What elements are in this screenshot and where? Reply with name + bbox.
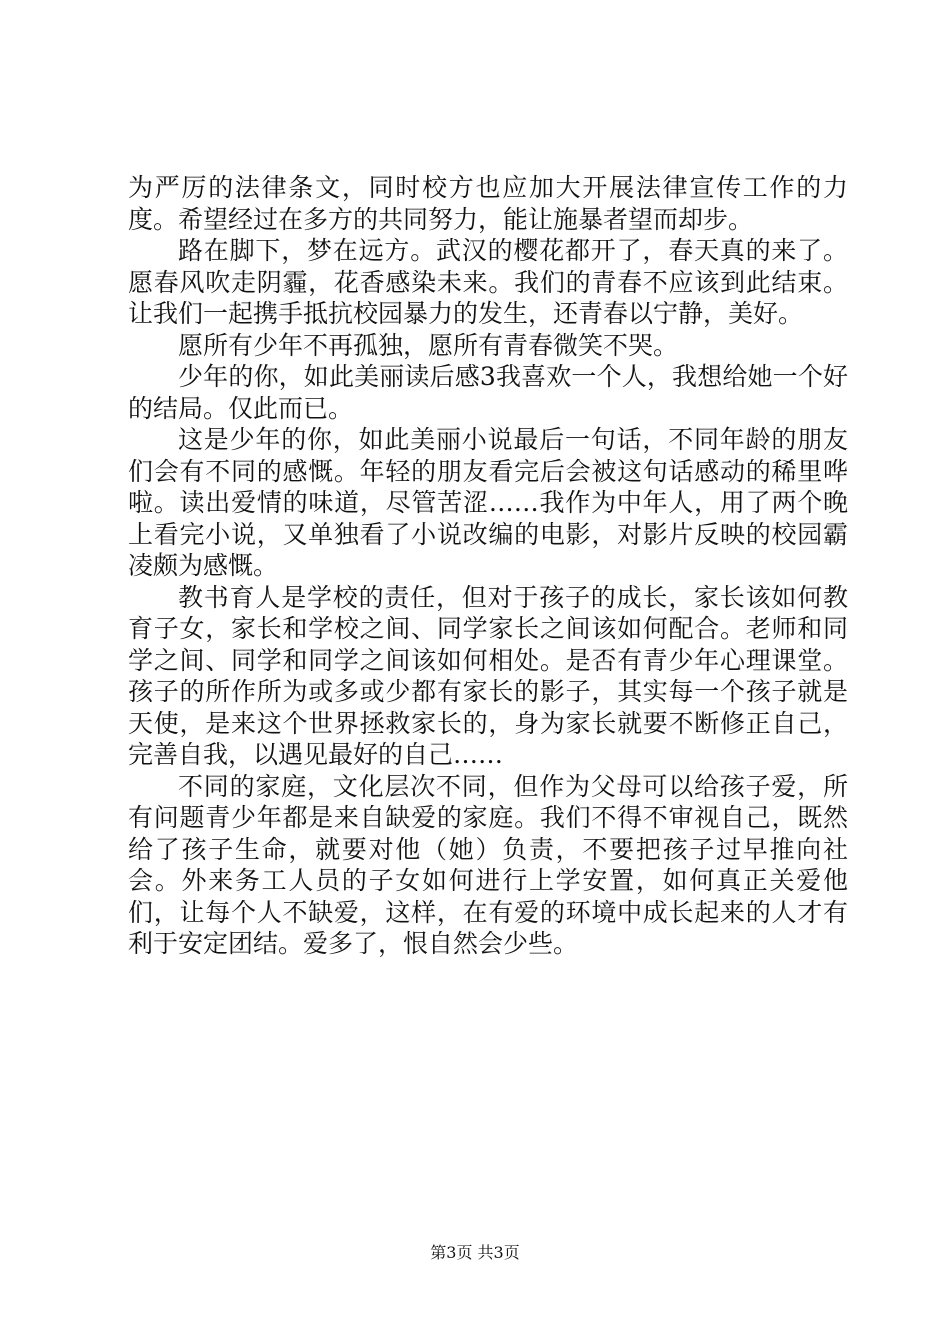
paragraph: 少年的你，如此美丽读后感3我喜欢一个人，我想给她一个好的结局。仅此而已。 xyxy=(128,362,848,423)
paragraph: 为严厉的法律条文，同时校方也应加大开展法律宣传工作的力度。希望经过在多方的共同努力，能让施暴者望而却步。 xyxy=(128,173,848,234)
paragraph: 不同的家庭，文化层次不同，但作为父母可以给孩子爱，所有问题青少年都是来自缺爱的家庭。我们不得不审视自己，既然给了孩子生命，就要对他（她）负责，不要把孩子过早推向社会。外来务工人员的子女如何进行上学安置，如何真正关爱他们，让每个人不缺爱，这样，在有爱的环境中成长起来的人才有利于安定团结。爱多了，恨自然会少些。 xyxy=(128,771,848,958)
paragraph: 愿所有少年不再孤独，愿所有青春微笑不哭。 xyxy=(178,330,679,360)
paragraph: 这是少年的你，如此美丽小说最后一句话，不同年龄的朋友们会有不同的感慨。年轻的朋友看完后会被这句话感动的稀里哗啦。读出爱情的味道，尽管苦涩……我作为中年人，用了两个晚上看完小说，又单独看了小说改编的电影，对影片反映的校园霸凌颇为感慨。 xyxy=(128,425,848,580)
paragraph: 路在脚下，梦在远方。武汉的樱花都开了，春天真的来了。愿春风吹走阴霾，花香感染未来。我们的青春不应该到此结束。让我们一起携手抵抗校园暴力的发生，还青春以宁静，美好。 xyxy=(128,236,848,328)
body-text xyxy=(128,172,848,960)
paragraph: 教书育人是学校的责任，但对于孩子的成长，家长该如何教育子女，家长和学校之间、同学家长之间该如何配合。老师和同学之间、同学和同学之间该如何相处。是否有青少年心理课堂。孩子的所作所为或多或少都有家长的影子，其实每一个孩子就是天使，是来这个世界拯救家长的，身为家长就要不断修正自己，完善自我，以遇见最好的自己…… xyxy=(128,582,848,769)
page-footer: 第3页 共3页 xyxy=(430,1243,520,1262)
